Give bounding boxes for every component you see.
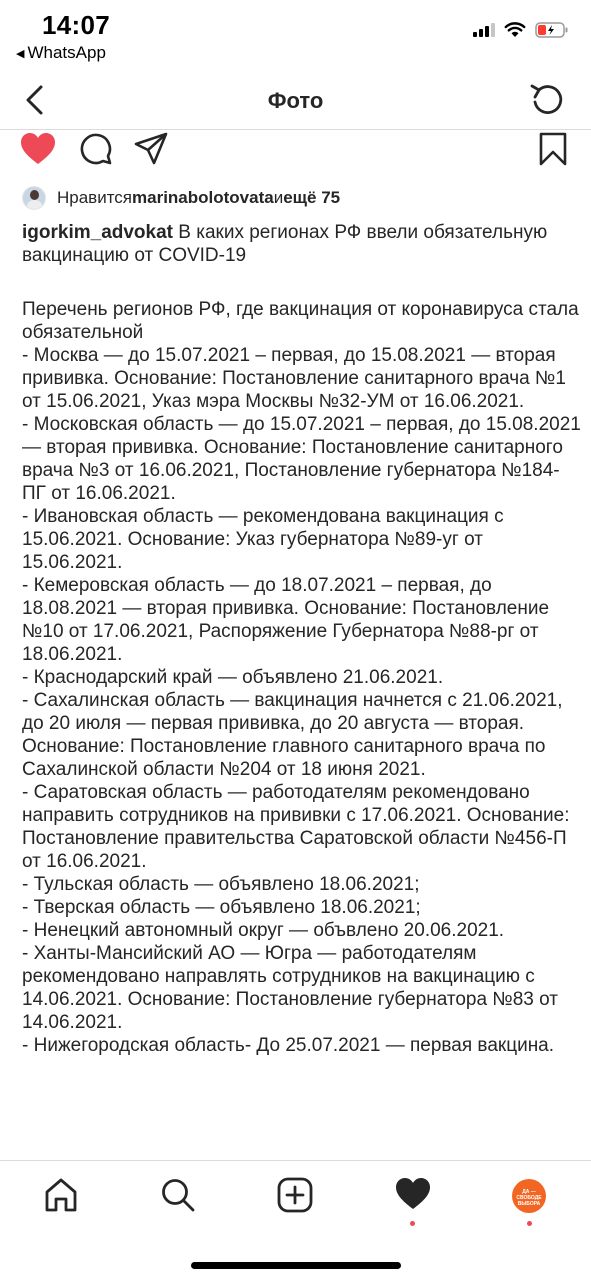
tab-new-post[interactable] (277, 1177, 313, 1218)
status-bar (0, 0, 591, 70)
tab-search[interactable] (160, 1177, 196, 1218)
caption-text: В каких регионах РФ ввели обязательную вакцинацию от COVID-19 (22, 222, 548, 266)
search-icon (160, 1177, 196, 1213)
back-app-label: WhatsApp (27, 43, 106, 62)
refresh-button[interactable] (527, 82, 567, 118)
tab-home[interactable] (43, 1177, 79, 1218)
navigation-bar (0, 70, 591, 130)
post-body-text: Перечень регионов РФ, где вакцинация от коронавируса стала обязательной - Москва — до 15.07.2021 – первая, до 15.08.2021 — вторая прививка. Основание: Постановление санитарного врача №1 от 15.06.2021, Указ мэра Москвы №32-УМ от 16.06.2021. - Московская область — до 15.07.2021 – первая, до 15.08.2021 — вторая прививка. Основание: Постановление санитарного врача №3 от 16.06.2021, Постановление губернатора №184-ПГ от 16.06.2021. - Ивановская область — рекомендована вакцинация с 15.06.2021. Основание: Указ губернатора №89-уг от 15.06.2021. - Кемеровская область — до 18.07.2021 – первая, до 18.08.2021 — вторая прививка. Основание: Постановление №10 от 17.06.2021, Распоряжение Губернатора №88-рг от 18.06.2021. - Краснодарский край — объявлено 21.06.2021. - Сахалинская область — вакцинация начнется с 21.06.2021, до 20 июля — первая прививка, до 20 августа — вторая. Основание: Постановление главного санитарного врача по Сахалинской области №204 от 18 июня 2021. - Саратовская область — работодателям рекомендовано направить сотрудников на прививки с 17.06.2021. Основание: Постановление правительства Саратовской области №456-П от 16.06.2021. - Тульская область — объявлено 18.06.2021; - Тверская область — объявлено 18.06.2021; - Ненецкий автономный округ — объвлено 20.06.2021. - Ханты-Мансийский АО — Югра — работодателям рекомендовано направлять сотрудников на вакцинацию с 14.06.2021. Основание: Постановление губернатора №83 от 14.06.2021. - Нижегородская область- До 25.07.2021 — первая вакцина. (22, 299, 581, 1056)
back-triangle-icon: ◀ (16, 47, 25, 60)
activity-heart-icon (394, 1177, 432, 1211)
wifi-icon (504, 22, 526, 38)
status-time: 14:07 (42, 10, 110, 40)
tab-profile[interactable]: ДА — СВОБОДЕ ВЫБОРА (512, 1179, 546, 1213)
refresh-icon (527, 82, 567, 118)
author-username[interactable]: igorkim_advokat (22, 222, 173, 243)
tab-activity[interactable] (394, 1177, 432, 1216)
likes-prefix: Нравится (57, 188, 133, 207)
home-indicator[interactable] (191, 1262, 401, 1269)
profile-notification-dot (527, 1221, 532, 1226)
activity-notification-dot (410, 1221, 415, 1226)
status-icons (473, 22, 569, 38)
comment-button[interactable] (79, 132, 113, 171)
signal-icon (473, 23, 495, 37)
likes-others-link[interactable]: ещё 75 (283, 188, 341, 207)
page-title: Фото (267, 88, 324, 113)
post-caption (22, 221, 578, 267)
comment-icon (79, 132, 113, 166)
likes-user-link[interactable]: marinabolotovata (132, 188, 274, 207)
back-to-app-link[interactable] (16, 43, 106, 63)
home-icon (43, 1177, 79, 1213)
share-button[interactable] (134, 132, 168, 171)
send-icon (134, 132, 168, 166)
bookmark-icon (538, 132, 568, 166)
likes-summary[interactable] (22, 186, 340, 210)
post-actions (0, 130, 591, 172)
new-post-icon (277, 1177, 313, 1213)
liker-avatar (22, 186, 46, 210)
save-button[interactable] (538, 132, 568, 171)
likes-connector: и (273, 188, 284, 207)
heart-filled-icon (20, 132, 56, 166)
like-button[interactable] (20, 132, 56, 171)
battery-icon (535, 22, 569, 38)
